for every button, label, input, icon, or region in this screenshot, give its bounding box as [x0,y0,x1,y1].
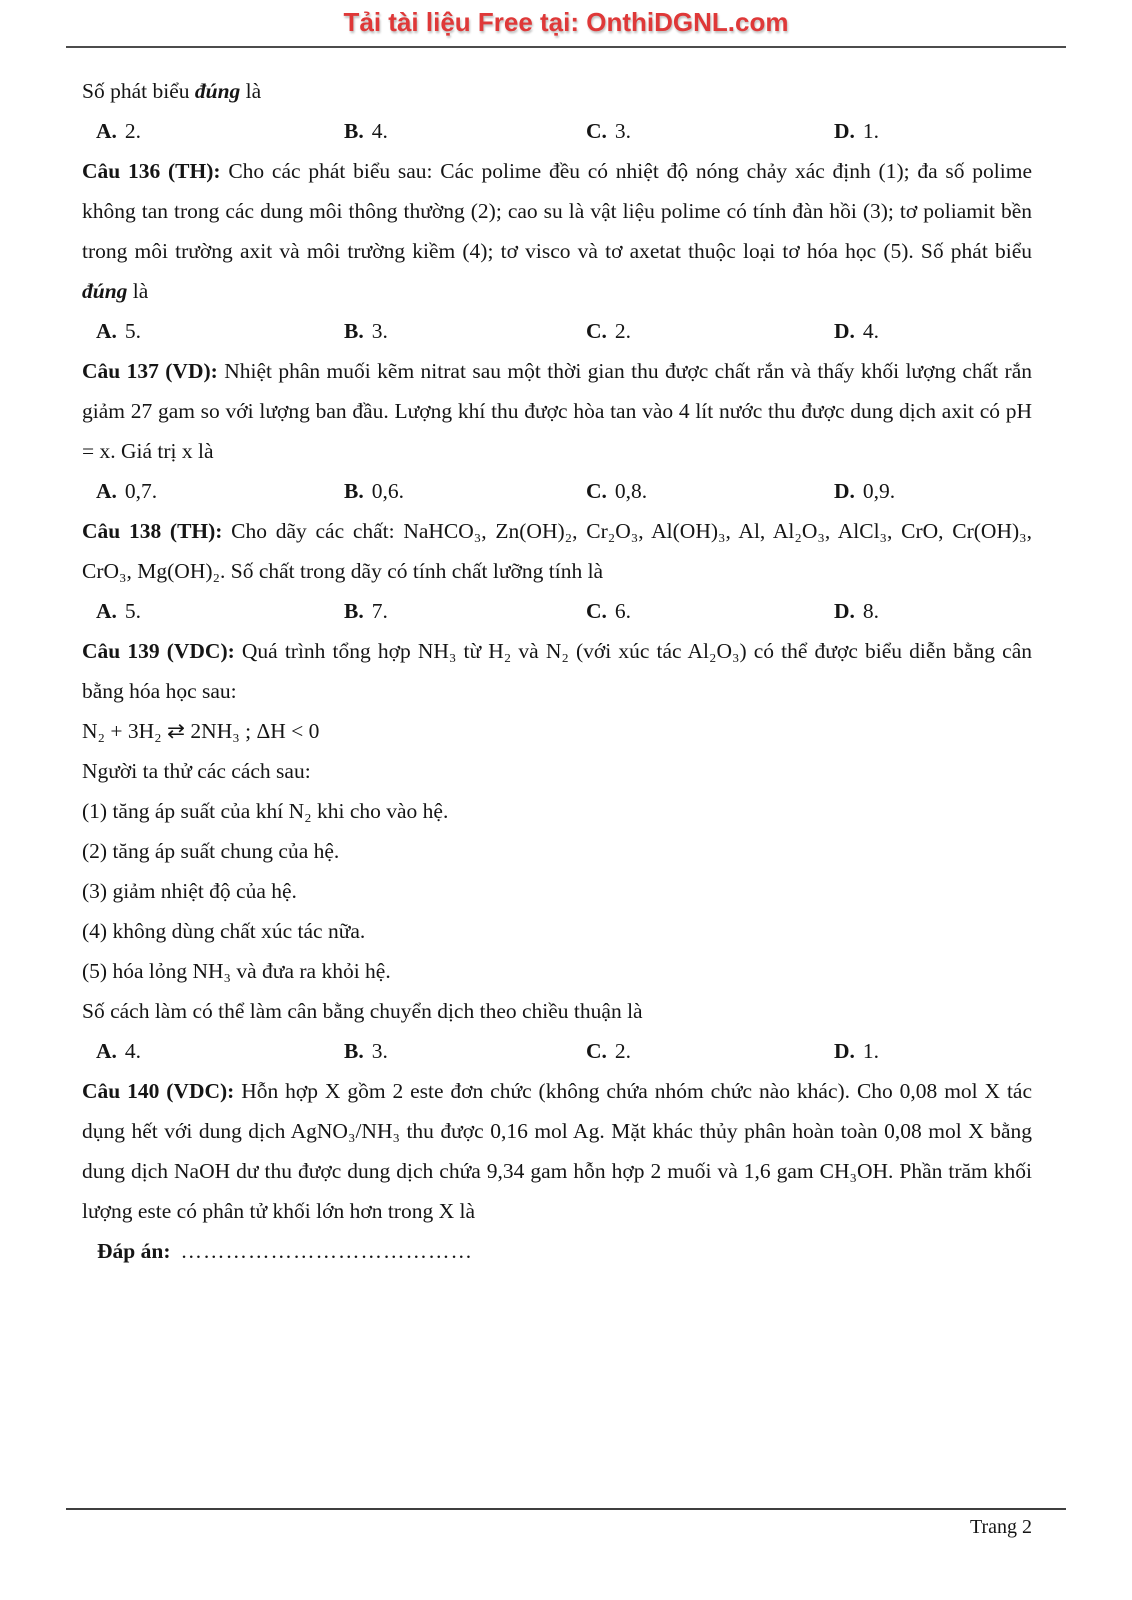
option-a-letter: A. [96,1039,117,1063]
option-c-value: 6. [614,599,632,623]
option-d-letter: D. [834,479,855,503]
answer-blank-row [82,1231,1032,1271]
stem-emphasis: đúng [194,79,241,103]
footer-divider [66,1508,1066,1510]
question-139-body: Quá trình tổng hợp NH₃ từ H₂ và N₂ (với xúc tác Al₂O₃) có thể được biểu diễn bằng cân bằng hóa học sau: [82,639,1032,703]
page-number: Trang 2 [969,1516,1032,1538]
question-138-options-row [82,591,1032,631]
answer-dotted-line[interactable]: ………………………………… [180,1239,473,1263]
option-d-value: 8. [862,599,880,623]
option-b-letter: B. [344,119,364,143]
option-a-letter: A. [96,319,117,343]
option-c [586,471,834,511]
question-137-label: Câu 137 (VD): [82,359,218,383]
question-136-options-row [82,311,1032,351]
option-a-value: 0,7. [124,479,158,503]
option-d-letter: D. [834,1039,855,1063]
option-b [344,311,586,351]
option-b [344,591,586,631]
question-139-stem: Số cách làm có thể làm cân bằng chuyển dịch theo chiều thuận là [82,999,643,1023]
option-d [834,591,1032,631]
option-b [344,1031,586,1071]
question-139-method-5: (5) hóa lỏng NH₃ và đưa ra khỏi hệ. [82,959,391,983]
option-a [96,471,344,511]
question-136-suffix: là [127,279,149,303]
question-140-text [82,1071,1032,1231]
answer-label: Đáp án: [97,1239,171,1263]
option-c-letter: C. [586,479,607,503]
option-b-value: 3. [371,1039,388,1063]
option-c-letter: C. [586,119,607,143]
option-b-value: 3. [371,319,388,343]
site-banner-link[interactable]: Tải tài liệu Free tại: OnthiDGNL.com [343,7,789,37]
option-a [96,311,344,351]
option-a-letter: A. [96,479,117,503]
option-d-value: 0,9. [862,479,896,503]
option-a-letter: A. [96,599,117,623]
option-c-value: 0,8. [614,479,648,503]
question-135-stem [82,71,1032,111]
question-138-body: Cho dãy các chất: NaHCO₃, Zn(OH)₂, Cr₂O₃, Al(OH)₃, Al, Al₂O₃, AlCl₃, CrO, Cr(OH)₃, CrO₃, Mg(OH)₂. Số chất trong dãy có tính chất lưỡng tính là [82,519,1032,583]
page-content [82,71,1032,1271]
option-d-value: 1. [862,119,880,143]
question-136-text [82,151,1032,311]
option-c [586,591,834,631]
option-a-value: 2. [124,119,142,143]
option-a [96,111,344,151]
option-a-value: 5. [124,599,142,623]
option-c [586,1031,834,1071]
option-b-letter: B. [344,319,364,343]
option-b [344,471,586,511]
question-139-equation: N₂ + 3H₂ ⇄ 2NH₃ ; ΔH < 0 [82,719,320,743]
option-a-value: 5. [124,319,142,343]
option-b-value: 4. [371,119,388,143]
option-d-letter: D. [834,599,855,623]
question-139-label: Câu 139 (VDC): [82,639,235,663]
option-a-value: 4. [124,1039,142,1063]
question-136-label: Câu 136 (TH): [82,159,221,183]
question-139-method-intro: Người ta thử các cách sau: [82,759,311,783]
question-137-options-row [82,471,1032,511]
option-d [834,111,1032,151]
option-d-value: 1. [862,1039,880,1063]
option-a [96,591,344,631]
option-b-letter: B. [344,599,364,623]
question-137-body: Nhiệt phân muối kẽm nitrat sau một thời gian thu được chất rắn và thấy khối lượng chất rắn giảm 27 gam so với lượng ban đầu. Lượng khí thu được hòa tan vào 4 lít nước thu được dung dịch axit có pH = x. Giá trị x là [82,359,1032,463]
option-b-letter: B. [344,479,364,503]
question-138-label: Câu 138 (TH): [82,519,223,543]
option-d [834,311,1032,351]
question-139-method-4: (4) không dùng chất xúc tác nữa. [82,919,366,943]
question-139-text [82,631,1032,711]
option-d-value: 4. [862,319,880,343]
option-c-value: 2. [614,1039,632,1063]
option-d [834,1031,1032,1071]
option-c-letter: C. [586,319,607,343]
question-137-text [82,351,1032,471]
option-a-letter: A. [96,119,117,143]
option-b [344,111,586,151]
option-b-value: 7. [371,599,388,623]
question-140-body: Hỗn hợp X gồm 2 este đơn chức (không chứa nhóm chức nào khác). Cho 0,08 mol X tác dụng hết với dung dịch AgNO₃/NH₃ thu được 0,16 mol Ag. Mặt khác thủy phân hoàn toàn 0,08 mol X bằng dung dịch NaOH dư thu được dung dịch chứa 9,34 gam hỗn hợp 2 muối và 1,6 gam CH₃OH. Phần trăm khối lượng este có phân tử khối lớn hơn trong X là [82,1079,1033,1223]
option-c [586,111,834,151]
option-c [586,311,834,351]
header-divider [66,46,1066,48]
question-139-options-row [82,1031,1032,1071]
question-139-method-3: (3) giảm nhiệt độ của hệ. [82,879,297,903]
option-b-value: 0,6. [371,479,404,503]
option-c-value: 3. [614,119,632,143]
question-139-method-2: (2) tăng áp suất chung của hệ. [82,839,340,863]
question-136-emphasis: đúng [82,279,128,303]
option-c-value: 2. [614,319,632,343]
stem-prefix: Số phát biểu [82,79,195,103]
option-c-letter: C. [586,599,607,623]
question-139-method-1: (1) tăng áp suất của khí N₂ khi cho vào hệ. [82,799,449,823]
option-d-letter: D. [834,319,855,343]
stem-suffix: là [240,79,262,103]
option-b-letter: B. [344,1039,364,1063]
option-c-letter: C. [586,1039,607,1063]
option-d-letter: D. [834,119,855,143]
question-138-text [82,511,1032,591]
question-136-body: Cho các phát biểu sau: Các polime đều có nhiệt độ nóng chảy xác định (1); đa số polime không tan trong các dung môi thông thường (2); cao su là vật liệu polime có tính đàn hồi (3); tơ poliamit bền trong môi trường axit và môi trường kiềm (4); tơ visco và tơ axetat thuộc loại tơ hóa học (5). Số phát biểu [82,159,1032,263]
option-d [834,471,1032,511]
option-a [96,1031,344,1071]
question-135-options-row [82,111,1032,151]
question-140-label: Câu 140 (VDC): [82,1079,235,1103]
